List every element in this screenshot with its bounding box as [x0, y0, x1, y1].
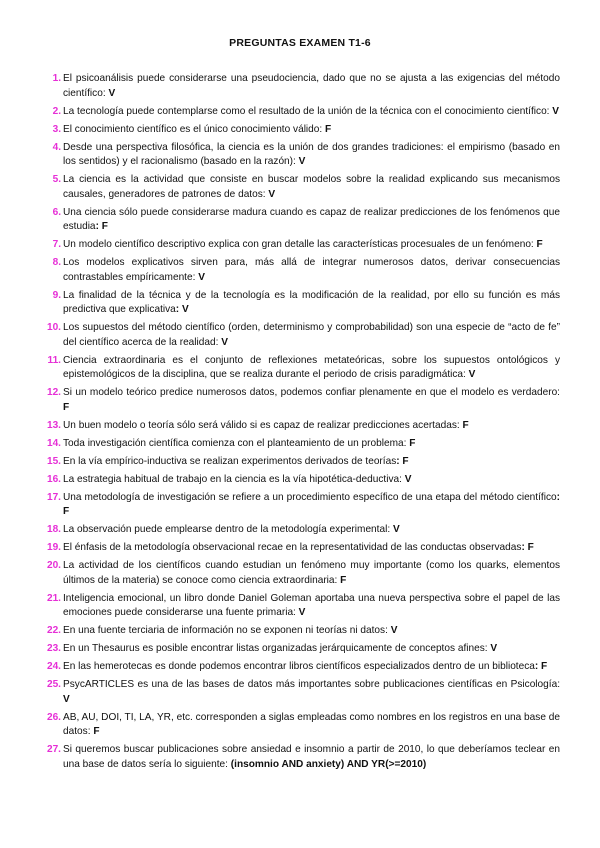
- question-answer: V: [468, 369, 476, 380]
- question-number: 27.: [46, 744, 61, 755]
- question-answer: F: [340, 574, 347, 586]
- question-item: [40, 419, 560, 434]
- question-number: 12.: [46, 387, 61, 398]
- question-item: [40, 541, 560, 556]
- question-item: [40, 141, 560, 170]
- question-answer: F: [462, 419, 469, 431]
- question-number: 14.: [46, 437, 61, 449]
- question-number: 22.: [46, 625, 61, 636]
- question-answer: : F: [521, 542, 534, 553]
- question-text: En un Thesaurus es posible encontrar listas organizadas jerárquicamente de conceptos afines:: [63, 643, 491, 654]
- question-text: La actividad de los científicos cuando estudian un fenómeno muy importante (como los quarks, elementos últimos de la materia) se conoce como ciencia extraordinaria:: [63, 560, 560, 586]
- question-text: Una metodología de investigación se refiere a un procedimiento específico de una etapa del método científico: [63, 491, 557, 503]
- question-answer: V: [221, 336, 228, 348]
- question-text: AB, AU, DOI, TI, LA, YR, etc. corresponden a siglas empleadas como nombres en los registros en una base de datos:: [63, 711, 560, 737]
- question-text: En la vía empírico-inductiva se realizan experimentos derivados de teorías: [63, 455, 397, 467]
- question-item: [40, 238, 560, 253]
- question-text: Inteligencia emocional, un libro donde Daniel Goleman aportaba una nueva perspectiva sobre el papel de las emociones puede considerarse una fuente primaria:: [63, 592, 560, 618]
- question-text: Toda investigación científica comienza con el planteamiento de un problema:: [63, 437, 410, 449]
- question-item: [40, 473, 560, 488]
- question-answer: V: [390, 625, 398, 636]
- question-text: Un buen modelo o teoría sólo será válido si es capaz de realizar predicciones acertadas:: [63, 419, 463, 431]
- question-number: 9.: [52, 289, 61, 301]
- question-answer: V: [63, 693, 70, 705]
- question-answer: V: [198, 271, 205, 283]
- question-text: En las hemerotecas es donde podemos encontrar libros científicos especializados dentro de un biblioteca: [63, 661, 535, 672]
- question-answer: F: [536, 239, 543, 250]
- question-answer: V: [108, 87, 116, 99]
- question-answer: : F: [95, 221, 108, 232]
- question-item: [40, 592, 560, 621]
- question-number: 15.: [46, 455, 61, 467]
- question-number: 26.: [46, 711, 61, 723]
- question-item: [40, 386, 560, 415]
- question-number: 7.: [52, 239, 61, 250]
- question-answer: (insomnio AND anxiety) AND YR(>=2010): [230, 758, 427, 770]
- question-item: [40, 711, 560, 740]
- question-answer: : F: [63, 491, 560, 517]
- question-number: 18.: [46, 524, 61, 535]
- page-title: PREGUNTAS EXAMEN T1-6: [229, 37, 371, 49]
- question-number: 6.: [52, 206, 61, 218]
- question-number: 10.: [46, 322, 61, 333]
- question-number: 13.: [46, 419, 61, 431]
- question-text: Un modelo científico descriptivo explica con gran detalle las características procesuales de un fenómeno:: [63, 239, 537, 250]
- question-answer: V: [298, 607, 306, 618]
- question-number: 11.: [47, 354, 61, 366]
- question-number: 17.: [46, 491, 61, 503]
- question-item: [40, 624, 560, 639]
- question-item: [40, 678, 560, 707]
- question-text: Los modelos explicativos sirven para, más allá de integrar numerosos datos, derivar consecuencias contrastables empíricamente:: [63, 257, 560, 283]
- question-item: [40, 491, 560, 520]
- question-item: [40, 437, 560, 452]
- question-answer: F: [63, 401, 70, 413]
- question-answer: : F: [396, 455, 409, 467]
- question-answer: : F: [534, 661, 548, 672]
- question-text: PsycARTICLES es una de las bases de datos más importantes sobre publicaciones científicas en Psicología:: [63, 679, 560, 690]
- question-item: [40, 289, 560, 318]
- question-number: 5.: [52, 174, 61, 185]
- question-text: En una fuente terciaria de información no se exponen ni teorías ni datos:: [63, 625, 391, 636]
- question-item: [40, 743, 560, 772]
- question-number: 3.: [52, 123, 61, 135]
- question-text: La finalidad de la técnica y de la tecnología es la modificación de la realidad, por ello su función es más predictiva que explicativa: [63, 289, 560, 315]
- question-text: La ciencia es la actividad que consiste en buscar modelos sobre la realidad explicando sus mecanismos causales, generadores de patrones de datos:: [63, 174, 560, 200]
- question-number: 25.: [46, 679, 61, 690]
- question-item: [40, 559, 560, 588]
- question-number: 21.: [46, 592, 61, 604]
- question-answer: V: [268, 188, 276, 200]
- question-item: [40, 455, 560, 470]
- question-number: 1.: [52, 73, 61, 84]
- question-item: [40, 321, 560, 350]
- question-item: [40, 206, 560, 235]
- question-number: 2.: [52, 105, 61, 117]
- question-answer: F: [325, 123, 332, 135]
- question-answer: F: [93, 726, 100, 737]
- question-number: 19.: [46, 542, 61, 553]
- question-number: 20.: [46, 560, 61, 571]
- question-number: 4.: [52, 141, 61, 153]
- question-text: Desde una perspectiva filosófica, la ciencia es la unión de dos grandes tradiciones: el empirismo (basado en los sentidos) y el racionalismo (basado en la razón):: [63, 141, 560, 167]
- question-answer: V: [298, 156, 306, 167]
- question-text: Ciencia extraordinaria es el conjunto de reflexiones metateóricas, sobre los supuestos ontológicos y epistemológicos de la disciplina, que se realiza durante el periodo de crisis paradigmática:: [63, 354, 560, 380]
- question-item: [40, 173, 560, 202]
- question-text: Si un modelo teórico predice numerosos datos, podemos confiar plenamente en que el modelo es verdadero:: [63, 387, 560, 398]
- question-item: [40, 642, 560, 657]
- question-answer: V: [552, 105, 560, 117]
- question-item: [40, 123, 560, 138]
- question-list: [40, 72, 560, 776]
- question-number: 23.: [46, 643, 61, 654]
- question-text: La tecnología puede contemplarse como el resultado de la unión de la técnica con el conocimiento científico:: [63, 105, 553, 117]
- question-item: [40, 105, 560, 120]
- question-number: 16.: [46, 473, 61, 485]
- question-text: La estrategia habitual de trabajo en la ciencia es la vía hipotética-deductiva:: [63, 473, 405, 485]
- question-text: Si queremos buscar publicaciones sobre ansiedad e insomnio a partir de 2010, lo que deberíamos teclear en una base de datos sería lo siguiente:: [63, 744, 560, 770]
- question-answer: V: [404, 473, 412, 485]
- question-answer: V: [490, 643, 498, 654]
- question-text: El psicoanálisis puede considerarse una pseudociencia, dado que no se ajusta a las exigencias del método científico:: [63, 73, 560, 99]
- question-item: [40, 523, 560, 538]
- question-answer: F: [409, 437, 416, 449]
- question-answer: : V: [175, 304, 189, 315]
- question-number: 24.: [46, 661, 61, 672]
- question-answer: V: [392, 524, 400, 535]
- question-item: [40, 72, 560, 101]
- question-number: 8.: [52, 257, 61, 268]
- question-item: [40, 256, 560, 285]
- question-item: [40, 660, 560, 675]
- question-text: Una ciencia sólo puede considerarse madura cuando es capaz de realizar predicciones de los fenómenos que estudia: [63, 206, 560, 232]
- question-text: El énfasis de la metodología observacional recae en la representatividad de las conductas observadas: [63, 542, 522, 553]
- question-item: [40, 354, 560, 383]
- question-text: La observación puede emplearse dentro de la metodología experimental:: [63, 524, 393, 535]
- question-text: Los supuestos del método científico (orden, determinismo y comprobabilidad) son una especie de “acto de fe” del científico acerca de la realidad:: [63, 322, 560, 348]
- question-text: El conocimiento científico es el único conocimiento válido:: [63, 123, 326, 135]
